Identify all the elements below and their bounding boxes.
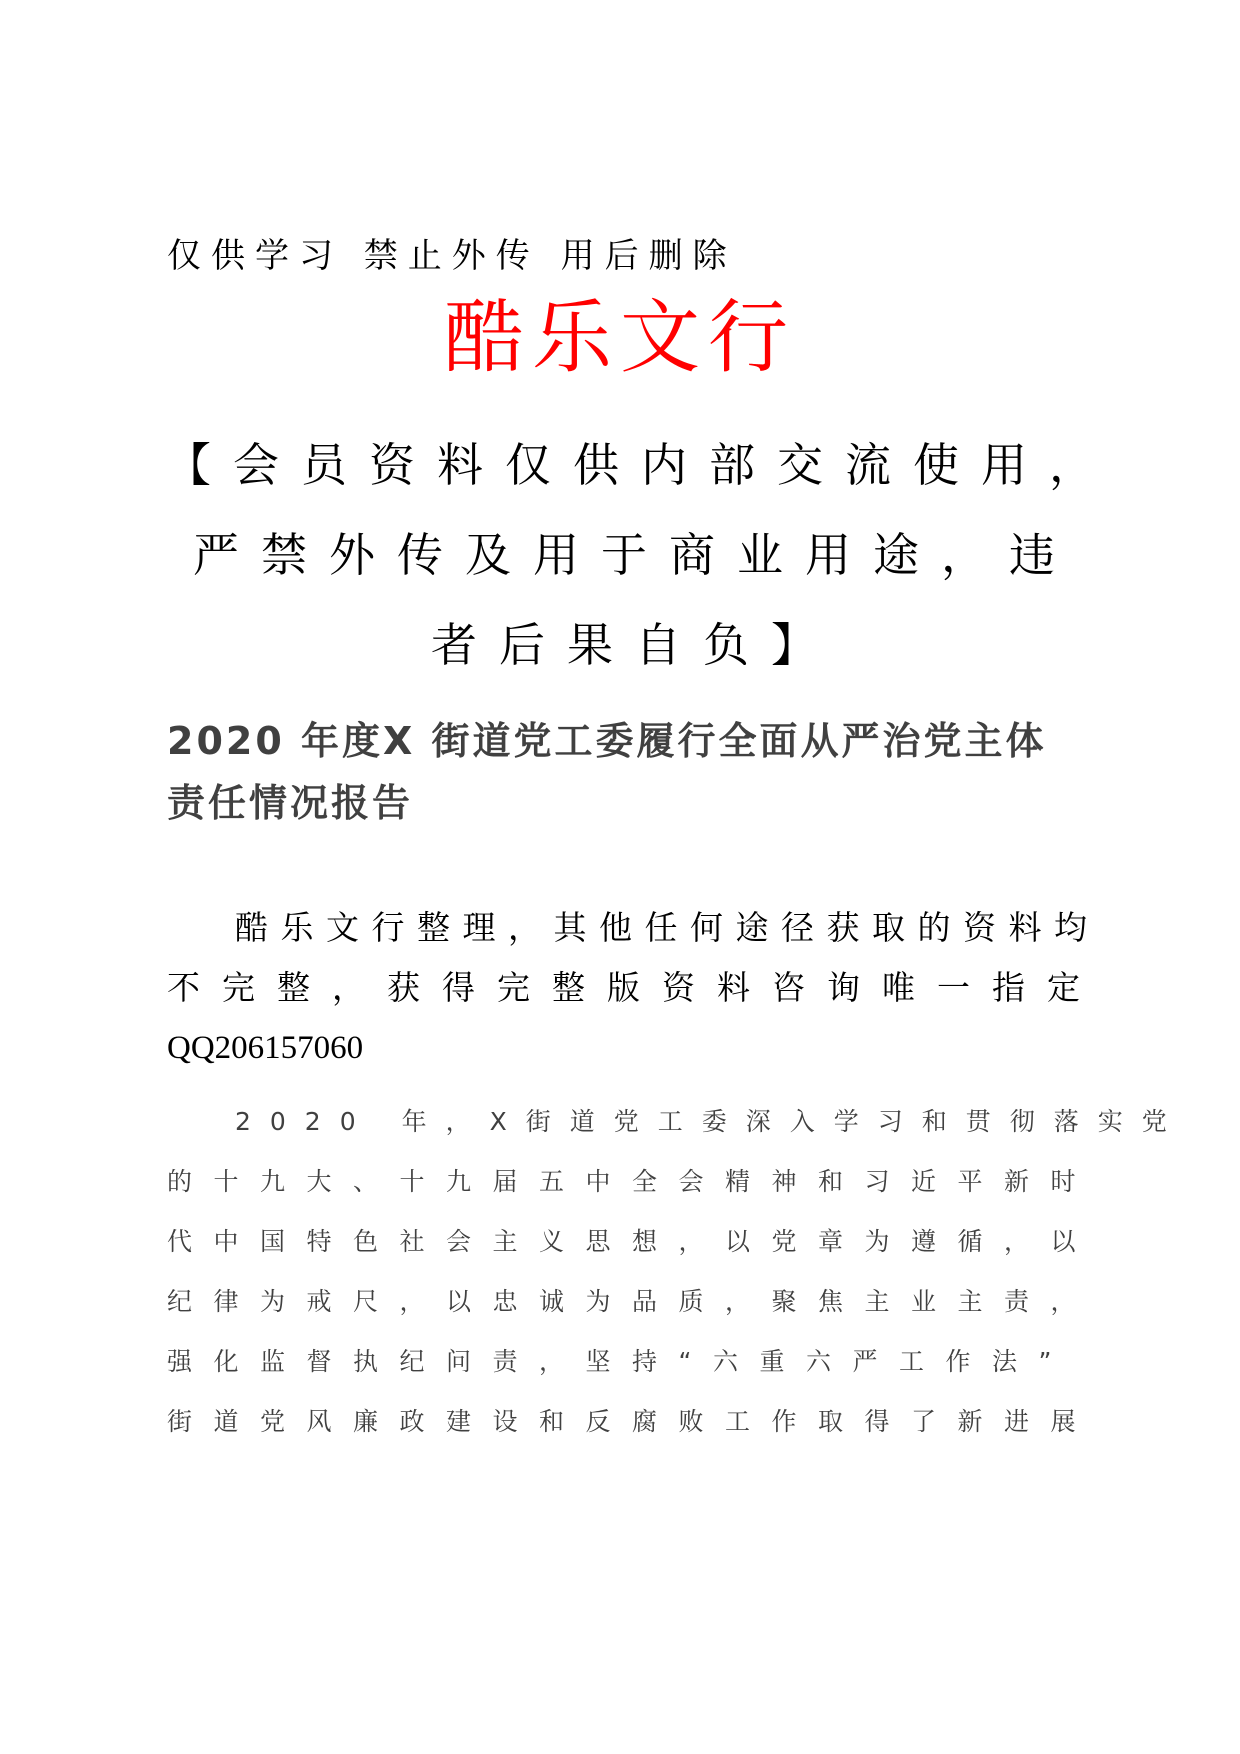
- intro-paragraph: [167, 898, 1102, 1078]
- body-line: 代中国特色社会主义思想，以党章为遵循，以: [167, 1227, 1098, 1256]
- warning-line: 【会员资料仅供内部交流使用，: [165, 438, 1117, 492]
- body-line: 强化监督执纪问责，坚持“六重六严工作法”: [167, 1347, 1073, 1376]
- warning-line: 者后果自负】: [431, 618, 839, 672]
- body-line: 街道党风廉政建设和反腐败工作取得了新进展: [167, 1407, 1098, 1436]
- usage-notice: 仅供学习 禁止外传 用后删除: [167, 236, 737, 276]
- brand-title: 酷乐文行: [444, 291, 796, 384]
- qq-contact: QQ206157060: [167, 1030, 364, 1066]
- membership-warning: [165, 420, 1117, 690]
- title-line: 责任情况报告: [167, 781, 414, 825]
- body-line: 2020 年，X街道党工委深入学习和贯彻落实党: [235, 1107, 1186, 1136]
- body-line: 的十九大、十九届五中全会精神和习近平新时: [167, 1167, 1098, 1196]
- intro-line: 不完整，获得完整版资料咨询唯一指定: [167, 968, 1102, 1007]
- title-line: 2020 年度X 街道党工委履行全面从严治党主体: [167, 719, 1047, 763]
- intro-line: 酷乐文行整理，其他任何途径获取的资料均: [235, 908, 1100, 947]
- report-title: [167, 710, 1097, 834]
- body-line: 纪律为戒尺，以忠诚为品质，聚焦主业主责，: [167, 1287, 1098, 1316]
- warning-line: 严禁外传及用于商业用途，违: [193, 528, 1077, 582]
- body-paragraph: [167, 1092, 1186, 1452]
